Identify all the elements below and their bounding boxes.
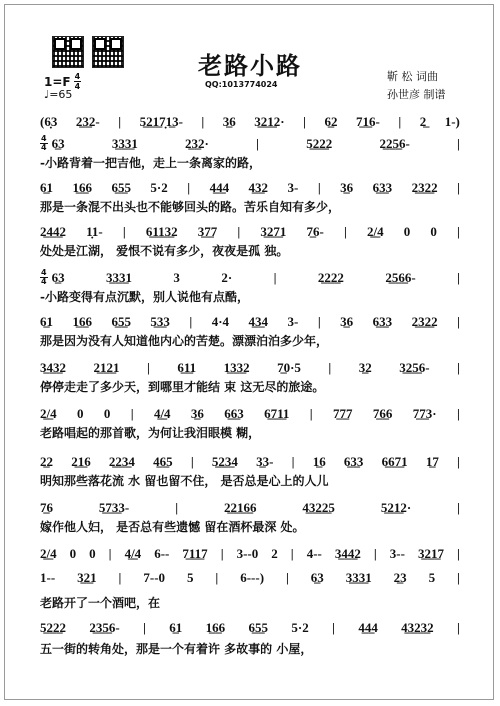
note-cell: 5 bbox=[428, 570, 436, 585]
note-group bbox=[52, 136, 460, 152]
note-cell: 5̲3̲3 bbox=[150, 314, 170, 329]
bar-line: | bbox=[175, 500, 179, 515]
note-cell: 5·2 bbox=[150, 180, 168, 195]
bar-line: | bbox=[290, 546, 294, 561]
note-cell: 6-- bbox=[154, 546, 170, 561]
note-cell: 6̲1 bbox=[169, 620, 183, 635]
note-cell: 6̲1 bbox=[40, 180, 53, 195]
note-group bbox=[40, 180, 460, 196]
note-cell: 3̲4̲3̲2 bbox=[40, 360, 66, 375]
note-cell: 3̲3- bbox=[256, 454, 274, 469]
note-cell: 6̲5̲5 bbox=[111, 314, 131, 329]
note-cell: 4̲3̲2 bbox=[248, 180, 269, 195]
note-group bbox=[40, 314, 460, 330]
notation-line bbox=[40, 498, 460, 516]
bar-line: | bbox=[456, 406, 460, 421]
note-cell: 3̲2 bbox=[358, 360, 372, 375]
note-cell: 6̲1̲1̲3̲2 bbox=[145, 224, 178, 239]
bar-line: | bbox=[190, 454, 194, 469]
notation-line bbox=[40, 312, 460, 330]
note-cell: 2̲2 bbox=[40, 454, 53, 469]
note-cell: 3̲2̲1̲2· bbox=[254, 114, 285, 129]
bar-line: | bbox=[457, 224, 460, 239]
notation-line bbox=[40, 178, 460, 196]
bar-line: | bbox=[398, 114, 402, 129]
note-cell: 2̲3̲2- bbox=[75, 114, 100, 129]
bar-line: | bbox=[328, 360, 332, 375]
measure-time-signature: 4 4 bbox=[41, 134, 47, 152]
note-cell: 1̲6̲6 bbox=[72, 180, 92, 195]
tempo-marking: ♩=65 bbox=[44, 88, 73, 101]
bar-line: | bbox=[237, 224, 241, 239]
note-cell: 1̲3̲3̲2 bbox=[223, 360, 250, 375]
lyric-line: 老路唱起的那首歌，为何让我泪眼模 糊， bbox=[40, 426, 261, 440]
note-cell: 4·4 bbox=[211, 314, 230, 329]
note-cell: 6̲3̲3 bbox=[372, 314, 393, 329]
bar-line: | bbox=[457, 500, 460, 515]
note-cell: 1-) bbox=[444, 114, 460, 129]
note-cell: 6̲1̲1 bbox=[177, 360, 197, 375]
note-cell: 4̲3̲2̲2̲5 bbox=[302, 500, 335, 515]
note-cell: 6̲3̲3 bbox=[372, 180, 393, 195]
note-cell: 2 bbox=[271, 546, 278, 561]
note-group bbox=[40, 500, 460, 516]
note-cell: 2̲3̲2· bbox=[185, 136, 209, 151]
note-group bbox=[40, 570, 460, 586]
measure-time-signature: 4 4 bbox=[41, 268, 47, 286]
bar-line: | bbox=[118, 114, 122, 129]
note-cell: 6̲3̲3 bbox=[343, 454, 364, 469]
note-cell: 2̲1̲2̲1 bbox=[93, 360, 120, 375]
note-cell: 4̲6̲5 bbox=[153, 454, 173, 469]
note-group bbox=[40, 546, 460, 562]
note-cell: 7--0 bbox=[143, 570, 166, 585]
note-cell: 3̲3̲3̲1 bbox=[106, 270, 132, 285]
note-cell: 6̲3 bbox=[310, 570, 324, 585]
key-label: 1=F bbox=[44, 74, 71, 89]
note-cell: 0 bbox=[103, 406, 111, 421]
note-cell: 3- bbox=[287, 314, 299, 329]
bar-line: | bbox=[457, 454, 460, 469]
note-cell: 0 bbox=[403, 224, 411, 239]
note-cell: 3̲3̲3̲1 bbox=[111, 136, 138, 151]
score-title: 老路小路 bbox=[198, 51, 302, 80]
note-cell: 6̲2 bbox=[324, 114, 338, 129]
notation-line bbox=[40, 618, 460, 636]
bar-line: | bbox=[285, 570, 289, 585]
note-cell: 7̲7̲7 bbox=[333, 406, 353, 421]
notation-line bbox=[40, 134, 460, 152]
note-cell: 3̲2̲1̲7 bbox=[417, 546, 444, 561]
bar-line: | bbox=[291, 454, 295, 469]
note-cell: 2̲1̲6 bbox=[71, 454, 91, 469]
note-cell: 1̲7 bbox=[425, 454, 439, 469]
bar-line: | bbox=[201, 114, 205, 129]
note-cell: 0 bbox=[76, 406, 84, 421]
note-cell: 1̲6̲6 bbox=[72, 314, 92, 329]
note-cell: 6̲6̲7̲1 bbox=[381, 454, 408, 469]
bar-line: | bbox=[130, 406, 134, 421]
note-cell: 6̲3 bbox=[51, 270, 65, 285]
note-cell: 0 bbox=[430, 224, 437, 239]
note-cell: 0 bbox=[69, 546, 77, 561]
note-cell: 3̲4̲4̲2 bbox=[334, 546, 361, 561]
note-cell: 3- bbox=[287, 180, 299, 195]
notation-line bbox=[40, 404, 460, 422]
bar-line: | bbox=[457, 314, 460, 329]
note-cell: 6̲7̲1̲1 bbox=[264, 406, 290, 421]
note-group bbox=[40, 114, 460, 130]
note-cell: 2̲3̲5̲6- bbox=[89, 620, 120, 635]
lyric-line: 那是因为没有人知道他内心的苦楚。漂漂泊泊多少年， bbox=[40, 334, 329, 348]
bar-line: | bbox=[456, 546, 460, 561]
note-cell: 3̲7̲7 bbox=[197, 224, 218, 239]
note-cell: 3̲6 bbox=[340, 180, 354, 195]
bar-line: | bbox=[373, 546, 377, 561]
bar-line: | bbox=[457, 136, 460, 151]
bar-line: | bbox=[189, 314, 193, 329]
note-cell: 4̲3̲2̲3̲2 bbox=[401, 620, 434, 635]
note-cell: 2̲3 bbox=[393, 570, 407, 585]
note-cell: 2̲2̲1̲6̲6 bbox=[223, 500, 257, 515]
note-cell: 7̲6̲6 bbox=[372, 406, 393, 421]
note-cell: 2̲/̲4 bbox=[367, 224, 384, 239]
note-cell: 6̲6̲3 bbox=[224, 406, 244, 421]
lyric-line: 处处是江湖， 爱恨不说有多少，夜夜是孤 独。 bbox=[40, 244, 289, 258]
note-cell: 2̲3̲2̲2 bbox=[411, 180, 438, 195]
bar-line: | bbox=[215, 570, 219, 585]
note-cell: 3--0 bbox=[236, 546, 259, 561]
note-group bbox=[40, 454, 460, 470]
bar-line: | bbox=[273, 270, 277, 285]
notation-line bbox=[40, 358, 460, 376]
note-cell: 3-- bbox=[389, 546, 405, 561]
note-cell: 7̲7̲3· bbox=[412, 406, 437, 421]
note-cell: 6̲1 bbox=[40, 314, 53, 329]
bar-line: | bbox=[220, 546, 224, 561]
note-cell: 3̲6 bbox=[190, 406, 204, 421]
bar-line: | bbox=[457, 360, 460, 375]
bar-line: | bbox=[457, 180, 460, 195]
note-cell: 4-- bbox=[306, 546, 322, 561]
lyricist-credit: 靳 松 词曲 bbox=[387, 70, 438, 83]
bar-line: | bbox=[457, 570, 460, 585]
note-cell: 5·2 bbox=[291, 620, 309, 635]
note-cell: 2̲2̲2̲2 bbox=[317, 270, 344, 285]
note-cell: 5̲2̲2̲2 bbox=[40, 620, 66, 635]
note-cell: 2̲/̲4 bbox=[40, 546, 57, 561]
bar-line: | bbox=[146, 360, 150, 375]
note-cell: 6---) bbox=[240, 570, 265, 585]
note-cell: 0 bbox=[89, 546, 96, 561]
note-cell: 5 bbox=[186, 570, 194, 585]
note-cell: 6̲5̲5 bbox=[248, 620, 269, 635]
note-cell: 4̲4̲4 bbox=[209, 180, 230, 195]
notation-line bbox=[40, 544, 460, 562]
note-group bbox=[40, 406, 460, 422]
note-cell: 2̲/̲4 bbox=[40, 406, 57, 421]
arranger-credit: 孙世彦 制谱 bbox=[387, 88, 446, 101]
note-cell: 1-- bbox=[40, 570, 56, 585]
bar-line: | bbox=[457, 270, 460, 285]
note-cell: 1̣1- bbox=[86, 224, 103, 239]
note-cell: 6̲3 bbox=[51, 136, 65, 151]
note-cell: 2̲5̲6̲6- bbox=[385, 270, 416, 285]
note-cell: 3 bbox=[173, 270, 180, 285]
bar-line: | bbox=[457, 620, 460, 635]
lyric-line: -小路背着一把吉他，走上一条离家的路， bbox=[40, 156, 261, 170]
lyric-line: 停停走走了多少天，到哪里才能结 束 这无尽的旅途。 bbox=[40, 380, 325, 394]
note-cell: (6̣3 bbox=[40, 114, 58, 129]
qq-contact: QQ:1013774024 bbox=[205, 80, 278, 89]
note-cell: 7̲1̲6- bbox=[356, 114, 380, 129]
note-cell: 5̲2̲3̲4 bbox=[211, 454, 238, 469]
note-group bbox=[40, 224, 460, 240]
note-cell: 2̲2̲3̲4 bbox=[108, 454, 135, 469]
note-cell: 6̲5̲5 bbox=[111, 180, 131, 195]
bar-line: | bbox=[317, 180, 321, 195]
notation-line bbox=[40, 112, 460, 130]
lyric-line: 五一街的转角处，那是一个有着许 多故事的 小屋， bbox=[40, 642, 313, 656]
note-cell: 3̲6 bbox=[340, 314, 354, 329]
bar-line: | bbox=[332, 620, 335, 635]
notation-line bbox=[40, 452, 460, 470]
note-cell: 2̲ bbox=[419, 114, 427, 129]
note-cell: 7̲6- bbox=[306, 224, 324, 239]
note-cell: 4̲4̲4 bbox=[358, 620, 378, 635]
bar-line: | bbox=[317, 314, 321, 329]
note-cell: 3̲2̲1 bbox=[77, 570, 97, 585]
notation-line bbox=[40, 222, 460, 240]
note-cell: 5̲2̲2̲2 bbox=[306, 136, 333, 151]
note-group bbox=[40, 360, 460, 376]
note-cell: 5̲7̲3̲3- bbox=[98, 500, 130, 515]
note-cell: 2̲3̲2̲2 bbox=[411, 314, 438, 329]
note-cell: 7̲6 bbox=[40, 500, 53, 515]
bar-line: | bbox=[344, 224, 347, 239]
note-cell: 3̲6 bbox=[222, 114, 236, 129]
note-cell: 2̲4̲4̲2 bbox=[40, 224, 66, 239]
bar-line: | bbox=[143, 620, 146, 635]
note-cell: 2̲2̲5̲6- bbox=[379, 136, 410, 151]
lyric-line: 老路开了一个酒吧，在 bbox=[40, 596, 161, 610]
note-cell: 3̲2̲7̲1 bbox=[260, 224, 287, 239]
note-cell: 1̲6̲6 bbox=[205, 620, 226, 635]
lyric-line: -小路变得有点沉默，别人说他有点酷， bbox=[40, 290, 249, 304]
note-cell: 5̲2̲1̲2· bbox=[380, 500, 412, 515]
note-cell: 4̲/̲4 bbox=[153, 406, 171, 421]
lyric-line: 明知那些落花流 水 留也留不住， 是否总是心上的人儿 bbox=[40, 474, 329, 488]
bar-line: | bbox=[303, 114, 306, 129]
notation-line bbox=[40, 568, 460, 586]
note-group bbox=[40, 620, 460, 636]
notation-line bbox=[40, 268, 460, 286]
note-group bbox=[52, 270, 460, 286]
note-cell: 1̲6 bbox=[312, 454, 326, 469]
lyric-line: 那是一条混不出头也不能够回头的路。苦乐自知有多少， bbox=[40, 200, 341, 214]
note-cell: 7̲1̲1̲7 bbox=[182, 546, 208, 561]
bar-line: | bbox=[256, 136, 259, 151]
note-cell: 7̲0·5 bbox=[277, 360, 301, 375]
bar-line: | bbox=[122, 224, 126, 239]
bar-line: | bbox=[309, 406, 313, 421]
note-cell: 5̲2̲1̲7̣1̲3- bbox=[139, 114, 183, 129]
note-cell: 2· bbox=[221, 270, 233, 285]
lyric-line: 嫁作他人妇， 是否总有些遗憾 留在酒杯最深 处。 bbox=[40, 520, 305, 534]
bar-line: | bbox=[118, 570, 122, 585]
note-cell: 3̲2̲5̲6- bbox=[399, 360, 430, 375]
bar-line: | bbox=[108, 546, 112, 561]
time-signature: $\frac{4}{4}$ bbox=[74, 72, 81, 91]
note-cell: 4̲/̲4 bbox=[124, 546, 142, 561]
bar-line: | bbox=[187, 180, 191, 195]
note-cell: 4̲3̲4 bbox=[248, 314, 269, 329]
note-cell: 3̲3̲3̲1 bbox=[345, 570, 372, 585]
